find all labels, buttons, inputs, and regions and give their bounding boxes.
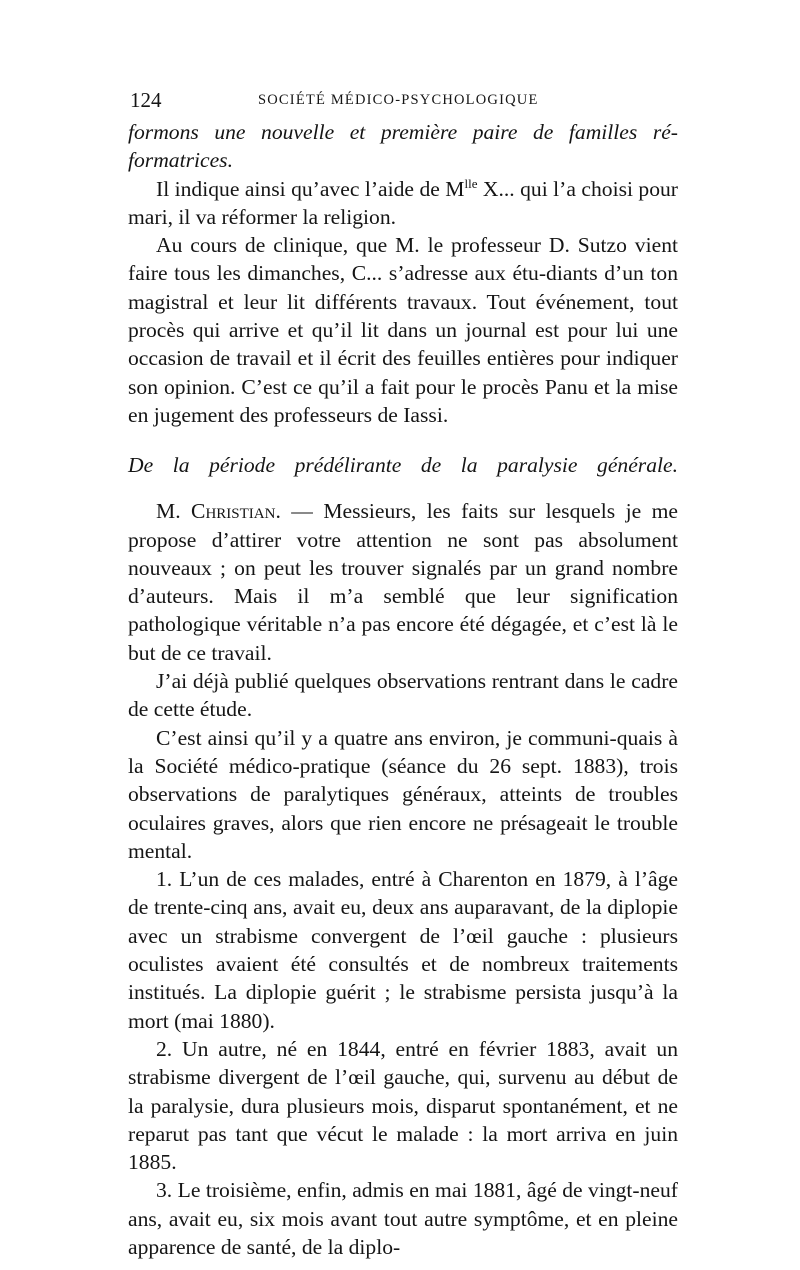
book-page xyxy=(128,88,678,1261)
section-heading: De la période prédélirante de la paralysie générale. xyxy=(128,453,678,478)
paragraph-mlle-text-a: Il indique ainsi qu’avec l’aide de M xyxy=(156,176,465,201)
running-title: SOCIÉTÉ MÉDICO-PSYCHOLOGIQUE xyxy=(258,92,539,108)
speaker-name: M. Christian. xyxy=(156,499,281,524)
paragraph-christian-text: — Messieurs, les faits sur lesquels je me propose d’attirer votre attention ne sont pas absolument nouveaux ; on peut les trouver signalés par un grand nombre d’auteurs. Mais il m’a semblé que leur signification pathologique véritable n’a pas encore été dégagée, et c’est là le but de ce travail. xyxy=(128,499,678,665)
paragraph-four-years: C’est ainsi qu’il y a quatre ans environ, je communi-quais à la Société médico-pratique (séance du 26 sept. 1883), trois observations de paralytiques généraux, atteints de troubles oculaires graves, alors que rien encore ne présageait le trouble mental. xyxy=(128,725,678,863)
observation-item-2: 2. Un autre, né en 1844, entré en février 1883, avait un strabisme divergent de l’œil gauche, qui, survenu au début de la paralysie, dura plusieurs mois, disparut spontanément, et ne reparut pas tant que vécut le malade : la mort arriva en juin 1885. xyxy=(128,1036,678,1175)
paragraph-mlle-text-b: X... qui l’a choisi pour mari, il va réformer la religion. xyxy=(128,176,678,229)
italic-continuation: formons une nouvelle et première paire de familles ré-formatrices. xyxy=(128,120,678,173)
paragraph-mlle xyxy=(128,175,678,232)
paragraph-christian xyxy=(128,497,678,667)
body-text xyxy=(128,118,678,1261)
observation-item-3: 3. Le troisième, enfin, admis en mai 1881, âgé de vingt-neuf ans, avait eu, six mois avant tout autre symptôme, et en pleine apparence de santé, de la diplo- xyxy=(128,1178,678,1259)
page-number: 124 xyxy=(130,88,162,112)
paragraph-mlle-superscript: lle xyxy=(464,175,478,191)
observation-item-1: 1. L’un de ces malades, entré à Charenton en 1879, à l’âge de trente-cinq ans, avait eu, deux ans auparavant, de la diplopie avec un strabisme convergent de l’œil gauche : plusieurs oculistes avaient été consultés et de nombreux traitements institués. La diplopie guérit ; le strabisme persista jusqu’à la mort (mai 1880). xyxy=(128,867,678,1033)
paragraph-observations: J’ai déjà publié quelques observations rentrant dans le cadre de cette étude. xyxy=(128,669,678,722)
paragraph-clinic: Au cours de clinique, que M. le professeur D. Sutzo vient faire tous les dimanches, C... s’adresse aux étu-diants d’un ton magistral et leur lit différents travaux. Tout événement, tout procès qui arrive et qu’il lit dans un journal est pour lui une occasion de travail et il écrit des feuilles entières pour indiquer son opinion. C’est ce qu’il a fait pour le procès Panu et la mise en jugement des professeurs de Iassi. xyxy=(128,233,678,427)
running-head xyxy=(128,88,678,118)
